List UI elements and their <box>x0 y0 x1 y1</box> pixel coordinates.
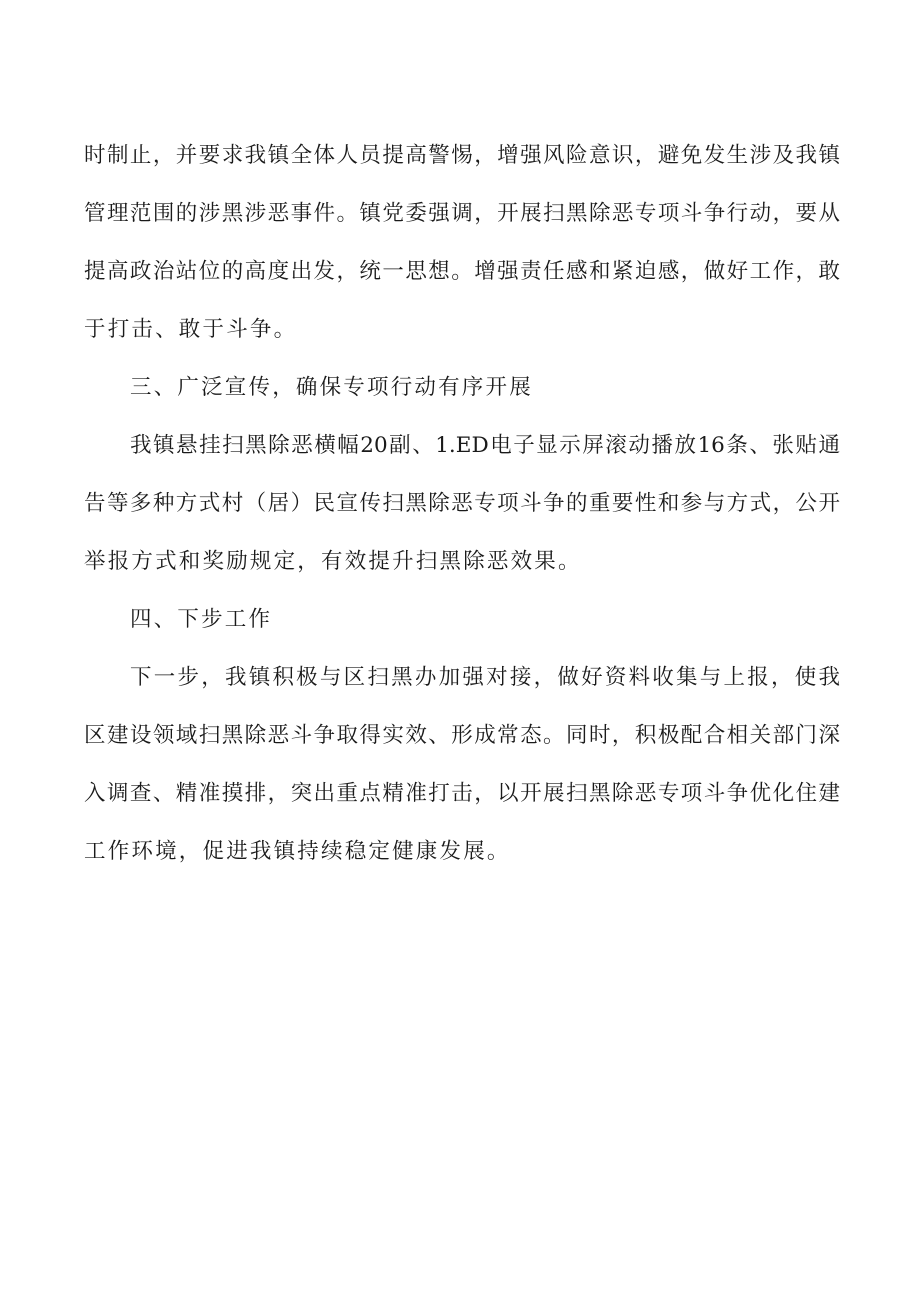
text-line: 下一步，我镇积极与区扫黑办加强对接，做好资料收集与上报，使我 <box>130 665 840 690</box>
paragraph-publicity <box>84 426 840 600</box>
text-line: 工作环境，促进我镇持续稳定健康发展。 <box>84 839 511 864</box>
text-line: 举报方式和奖励规定，有效提升扫黑除恶效果。 <box>84 549 582 574</box>
heading-text: 三、广泛宣传，确保专项行动有序开展 <box>130 375 533 400</box>
heading-text: 四、下步工作 <box>130 607 273 632</box>
text-line: 入调查、精准摸排，突出重点精准打击，以开展扫黑除恶专项斗争优化住建 <box>84 781 840 806</box>
section-heading-3 <box>84 368 840 426</box>
text-line: 告等多种方式村（居）民宣传扫黑除恶专项斗争的重要性和参与方式，公开 <box>84 491 840 516</box>
paragraph-next-steps <box>84 658 840 890</box>
section-heading-4 <box>84 600 840 658</box>
text-line: 管理范围的涉黑涉恶事件。镇党委强调，开展扫黑除恶专项斗争行动，要从 <box>84 201 840 226</box>
text-line: 时制止，并要求我镇全体人员提高警惕，增强风险意识，避免发生涉及我镇 <box>84 143 840 168</box>
text-line: 区建设领域扫黑除恶斗争取得实效、形成常态。同时，积极配合相关部门深 <box>84 723 840 748</box>
text-line: 我镇悬挂扫黑除恶横幅20副、1.ED电子显示屏滚动播放16条、张贴通 <box>130 433 840 458</box>
text-line: 提高政治站位的高度出发，统一思想。增强责任感和紧迫感，做好工作，敢 <box>84 259 840 284</box>
document-body <box>84 136 840 890</box>
paragraph-continuation <box>84 136 840 368</box>
text-line: 于打击、敢于斗争。 <box>84 317 298 342</box>
